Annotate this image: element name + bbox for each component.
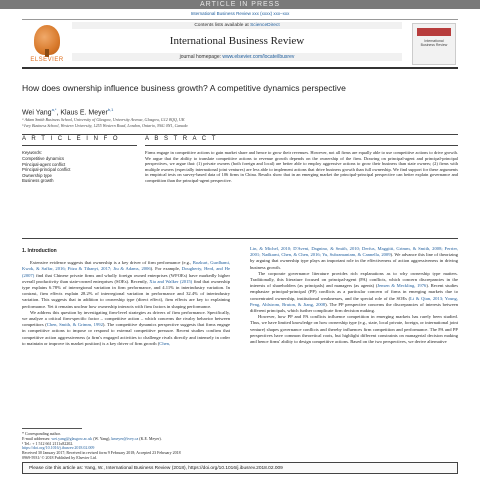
keyword-item: Principal-principal conflict <box>22 167 71 172</box>
email-link[interactable]: kmeyer@ivey.ca <box>111 435 139 441</box>
footnotes <box>22 428 230 446</box>
doi-link[interactable]: https://doi.org/10.1016/j.ibusrev.2018.02.009 <box>22 445 95 450</box>
issn-copyright: 0969-5931/ © 2018 Published by Elsevier Ltd. <box>22 455 97 460</box>
text-run: ). The PP perspective concerns the discrepancies of interests between different principals, which further complicate firm decision making. <box>250 301 458 314</box>
text-run: However, how PP and PA conflicts influence competition in emerging markets has rarely been studied. Thus, we have limited knowledge on how ownership type (e.g., state, local private, foreign, or international joint venture) shapes governance conflicts and thereby influences firm competition and performance. The PA and PP perspectives have common theoretical roots, but highlight different constraints on managerial decision making and hence firms' ability to design competitive actions. Based on the two perspectives, we derive alternative <box>250 314 458 345</box>
paragraph <box>250 271 458 314</box>
affiliation-b: ᵇ Ivey Business School, Western University, 1255 Western Road, London, Ontario, N6G 0N1, Canada <box>22 123 188 128</box>
keyword-item: Principal-agent conflict <box>22 161 66 167</box>
citation-link[interactable]: Xia and Walker (2015) <box>149 278 193 284</box>
received-dates: Received 30 January 2017; Received in revised form 9 February 2018; Accepted 23 February 2018 <box>22 450 181 455</box>
journal-header <box>22 19 458 69</box>
paragraph <box>250 314 458 345</box>
introduction-heading: 1. Introduction <box>22 248 57 254</box>
divider <box>22 134 458 135</box>
abstract-heading: A B S T R A C T <box>145 136 218 142</box>
author-sup[interactable]: a,* <box>51 107 57 112</box>
cover-strip <box>417 28 451 36</box>
article-metadata <box>22 445 322 460</box>
homepage-link[interactable]: www.elsevier.com/locate/ibusrev <box>222 54 295 60</box>
citation-link[interactable]: Li & Qian, 2013; Young, Peng, Ahlstrom, Bruton, & Jiang, 2008 <box>250 295 458 307</box>
paragraph <box>22 310 230 347</box>
abstract-text: Firms engage in competitive actions to gain market share and hence to grow their revenues. However, not all firms are equally able to use competitive actions to drive growth. We argue that the ability to translate competitive actions to revenue growth depends on the ownership of the firm. Drawing on principal-agent and principal-principal perspectives, we argue that: (1) private owners (both foreign and local) are better able to employ aggressive actions to grow their business than state owners; (2) firms with multiple owners (especially international joint ventures) are less able to implement actions that drive business growth than full ownership. We find support for these arguments in empirical tests on survey-based data of 106 firms in China. Results show that in an emerging market the principal-principal perspective can better explain governance and competition than the principal-agent perspective. <box>145 150 458 183</box>
publisher-logo-text: ELSEVIER <box>30 57 64 63</box>
text-run: ). The competitive dynamics perspective suggests that firms engage in competitive actions to impose or respond to external competitive pressure. Recent studies confirm that competitive action aggressiveness (a firm's engaged activities to challenge rivals directly and intensely in order to maintain or improve its market position) is a key driver of firm growth ( <box>22 322 230 346</box>
article-in-press-banner: ARTICLE IN PRESS <box>0 0 480 9</box>
article-title: How does ownership influence business growth? A competitive dynamics perspective <box>22 83 346 93</box>
article-info-heading: A R T I C L E I N F O <box>22 136 120 142</box>
tree-trunk-icon <box>45 49 49 57</box>
divider <box>22 238 458 239</box>
divider <box>22 145 137 146</box>
author-list: Wei Yang$^{a,*}$, Klaus E. Meyer$^{b,1}$ <box>22 107 114 117</box>
journal-name: International Business Review <box>169 35 305 47</box>
text-run: ). We advance this line of theorizing by arguing that ownership type plays an important role in the effectiveness of action aggressiveness in driving business growth. <box>250 252 458 270</box>
text-run: ). For example, <box>150 266 182 272</box>
telephone-note: ¹ Tel.: + 1 512 661 2111x82202. <box>22 440 74 446</box>
citation-link[interactable]: Chen, Smith, & Grimm, 1992 <box>46 322 103 328</box>
contents-line <box>72 22 402 29</box>
homepage-prefix: journal homepage: <box>179 54 223 60</box>
keywords-label: Keywords: <box>22 150 43 155</box>
citation-link[interactable]: Chen, <box>159 340 171 346</box>
divider <box>145 145 458 146</box>
author-sup[interactable]: b,1 <box>107 107 114 112</box>
journal-reference[interactable]: International Business Review xxx (xxxx) xxx–xxx <box>190 11 290 16</box>
email-link[interactable]: wei.yang@glasgow.ac.uk <box>51 435 93 441</box>
sciencedirect-link[interactable]: ScienceDirect <box>250 23 280 28</box>
email-owner: (K.E. Meyer). <box>138 435 162 441</box>
author-name: Wei Yang <box>22 109 52 117</box>
citation-link[interactable]: Lin, & Michel, 2010; D'Aveni, Dagnino, & Smith, 2010; Derfus, Maggitti, Grimm, & Smith, 2008; Ferrier, 2001; Nadkarni, Chen, & Chen, 2016; Yu, Subramaniam, & Cannella, 2009 <box>250 246 458 258</box>
text-run: We address this question by investigating firm-level strategies as drivers of firm performance. Specifically, we analyze a critical firm-specific factor – competitive action – which concerns the rivalry behavior between competitors ( <box>22 309 230 328</box>
text-run: Extensive evidence suggests that ownership is a key driver of firm performance (e.g., <box>30 260 193 266</box>
keyword-item: Business growth <box>22 178 54 183</box>
left-column <box>22 248 230 347</box>
paragraph <box>250 246 458 271</box>
citation-box: Please cite this article as: Yang, W., International Business Review (2018), https://doi.org/10.1016/j.ibusrev.2018.02.009 <box>22 462 458 474</box>
keyword-item: Competitive dynamics <box>22 156 65 161</box>
paragraph <box>22 260 230 310</box>
contents-prefix: Contents lists available at <box>194 23 251 28</box>
author-name: Klaus E. Meyer <box>60 109 108 117</box>
citation-link[interactable]: Jensen & Meckling, 1976 <box>377 283 427 289</box>
keyword-item: Ownership type <box>22 172 52 178</box>
text-run: find that Chinese private firms and wholly foreign owned enterprises (WFOEs) have markedly higher overall productivity than state-owned enterprises (SOEs). Recently, <box>22 272 230 284</box>
elsevier-logo <box>24 23 70 63</box>
journal-homepage-line <box>72 53 402 61</box>
email-prefix: E-mail addresses: <box>22 435 52 441</box>
journal-cover-thumbnail <box>412 23 456 65</box>
cover-title: International Business Review <box>420 39 448 47</box>
right-column <box>250 246 458 345</box>
email-owner: (W. Yang), <box>92 435 112 441</box>
citation-link[interactable]: Bozkurt, Gurdhami, Kwok, & Saffar, 2016; Fitza & Tihanyi, 2017; Jiu & Adams, 2006 <box>22 260 231 272</box>
footnote-rule <box>22 428 82 429</box>
corresponding-note: * Corresponding author. <box>22 430 61 436</box>
affiliation-a: ᵃ Adam Smith Business School, University of Glasgow, University Avenue, Glasgow, G12 8QQ, UK <box>22 117 185 122</box>
text-run: find that ownership type explains 6.78% of interregional variation in firm performance, and 4.11% in interindustry variation. In contrast, firm effects explain 28.2% of interregional variation in performance and 32.4% of interindustry variation. This suggests that in addition to ownership type (direct effect), firm effects are key to explaining performance. Yet it remains unclear how ownership interacts with firm factors in shaping performance. <box>22 278 230 309</box>
text-run: The corporate governance literature provides rich explanations as to why ownership type matters. Traditionally, this literature focused on principal-agent (PA) conflicts, which concern discrepancies in the interests of shareholders (as principals) and managers (as agents) ( <box>250 270 458 289</box>
text-run: ). Recent studies emphasize principal-principal (PP) conflicts as a particular concern of firms in emerging markets due to concentrated ownership, institutional weaknesses, and the special role of the SOEs ( <box>250 283 458 301</box>
citation-link[interactable]: Dougherty, Herd, and He (2007) <box>22 266 230 278</box>
